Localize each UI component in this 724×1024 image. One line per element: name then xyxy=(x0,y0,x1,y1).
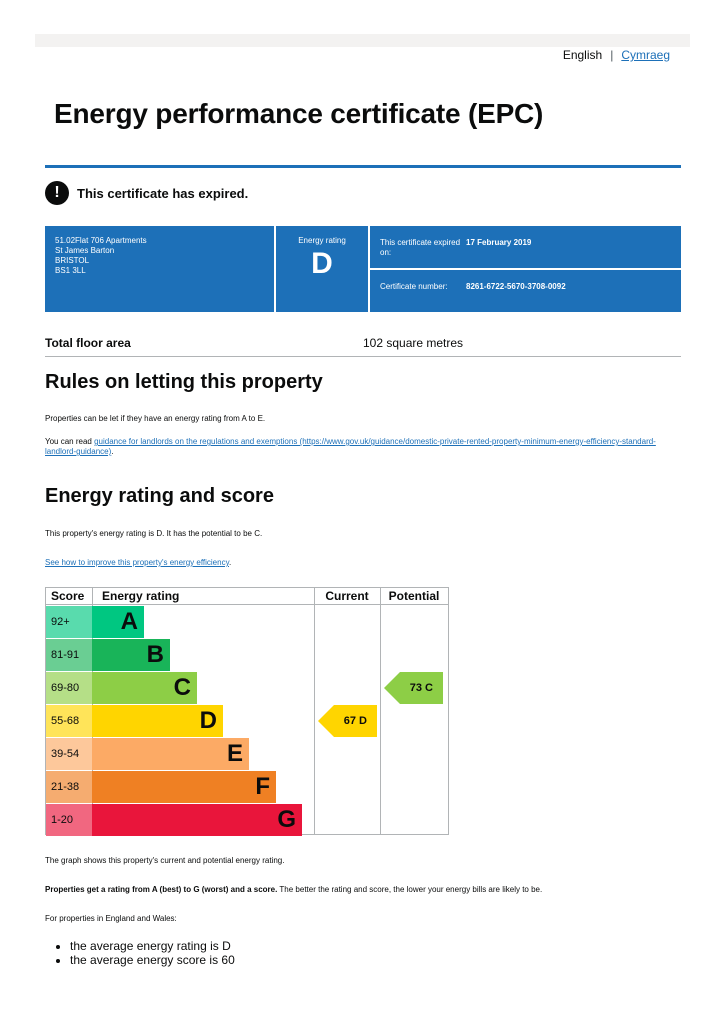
lang-cymraeg-link[interactable]: Cymraeg xyxy=(621,48,670,62)
improve-link[interactable]: See how to improve this property's energy efficiency xyxy=(45,558,229,567)
potential-rating-arrow xyxy=(384,672,443,704)
lang-separator: | xyxy=(610,48,614,62)
column-divider xyxy=(314,588,315,834)
improve-paragraph xyxy=(45,558,675,568)
band-score-range: 21-38 xyxy=(46,771,92,803)
band-letter: E xyxy=(226,740,243,767)
floor-area-value: 102 square metres xyxy=(363,336,464,350)
certificate-number-label: Certificate number: xyxy=(380,282,448,291)
current-rating-arrow xyxy=(318,705,377,737)
band-letter: G xyxy=(277,806,296,833)
band-bar xyxy=(92,804,302,836)
title-divider xyxy=(45,165,681,168)
address-line: 51.02Flat 706 Apartments xyxy=(55,236,147,245)
potential-rating-arrow-label: 73 C xyxy=(409,682,433,694)
lang-english: English xyxy=(562,48,603,62)
graph-note: The graph shows this property's current and potential energy rating. xyxy=(45,856,285,865)
energy-rating-letter: D xyxy=(311,247,333,280)
expiry-label: This certificate expired on: xyxy=(380,238,461,257)
average-rating-item: • the average energy rating is D xyxy=(70,939,235,953)
band-letter: D xyxy=(199,707,217,734)
band-score-range: 81-91 xyxy=(46,639,92,671)
address-line: BS1 3LL xyxy=(55,266,86,275)
certificate-number-value: 8261-6722-5670-3708-0092 xyxy=(466,282,566,291)
column-divider xyxy=(380,588,381,834)
page-title: Energy performance certificate (EPC) xyxy=(54,98,544,129)
band-score-range: 69-80 xyxy=(46,672,92,704)
col-header-energy-rating: Energy rating xyxy=(92,588,314,605)
band-letter: C xyxy=(173,674,191,701)
letting-heading: Rules on letting this property xyxy=(45,371,323,393)
band-bar xyxy=(92,738,249,770)
band-letter: B xyxy=(146,641,164,668)
expired-warning xyxy=(45,181,248,205)
rating-explanation xyxy=(45,885,675,895)
rating-paragraph: This property's energy rating is D. It has the potential to be C. xyxy=(45,529,263,538)
guidance-suffix: . xyxy=(111,447,114,456)
average-list xyxy=(70,939,235,967)
warning-text: This certificate has expired. xyxy=(77,185,249,201)
address-line: St James Barton xyxy=(55,246,115,255)
band-bar xyxy=(92,672,197,704)
address-line: BRISTOL xyxy=(55,256,90,265)
band-bar xyxy=(92,705,223,737)
rating-explanation-rest: The better the rating and score, the lower your energy bills are likely to be. xyxy=(277,885,543,894)
band-bar xyxy=(92,606,144,638)
band-letter: F xyxy=(255,773,270,800)
top-bar xyxy=(35,34,690,47)
certificate-summary xyxy=(45,226,681,312)
guidance-prefix: You can read xyxy=(45,437,95,446)
floor-area-label: Total floor area xyxy=(45,336,131,350)
england-wales-note: For properties in England and Wales: xyxy=(45,914,177,923)
language-switcher xyxy=(563,48,670,62)
current-rating-arrow-label: 67 D xyxy=(343,715,367,727)
col-header-current: Current xyxy=(314,588,380,605)
expiry-value: 17 February 2019 xyxy=(466,238,532,247)
expiry-row xyxy=(370,226,681,268)
col-header-score: Score xyxy=(46,588,92,605)
guidance-link[interactable]: guidance for landlords on the regulations and exemptions (https://www.gov.uk/guidance/domestic-private-rented-property-minimum-energy-efficiency-standard-landlord-guidance) xyxy=(45,437,656,456)
energy-rating-label: Energy rating xyxy=(298,236,346,245)
band-score-range: 55-68 xyxy=(46,705,92,737)
band-letter: A xyxy=(120,608,138,635)
certificate-number-row xyxy=(370,270,681,312)
property-address xyxy=(45,226,274,312)
band-bar xyxy=(92,771,276,803)
band-bar xyxy=(92,639,170,671)
certificate-details xyxy=(370,226,681,312)
floor-area-row xyxy=(45,336,681,357)
average-score-item: • the average energy score is 60 xyxy=(70,953,235,967)
warning-icon: ! xyxy=(45,181,69,205)
letting-paragraph: Properties can be let if they have an energy rating from A to E. xyxy=(45,414,266,423)
band-score-range: 39-54 xyxy=(46,738,92,770)
band-score-range: 92+ xyxy=(46,606,92,638)
rating-heading: Energy rating and score xyxy=(45,485,274,507)
band-score-range: 1-20 xyxy=(46,804,92,836)
improve-suffix: . xyxy=(229,558,232,567)
energy-rating-box xyxy=(276,226,368,312)
epc-rating-chart xyxy=(45,587,449,835)
rating-explanation-bold: Properties get a rating from A (best) to G (worst) and a score. xyxy=(45,885,278,894)
guidance-paragraph xyxy=(45,437,675,457)
col-header-potential: Potential xyxy=(380,588,448,605)
